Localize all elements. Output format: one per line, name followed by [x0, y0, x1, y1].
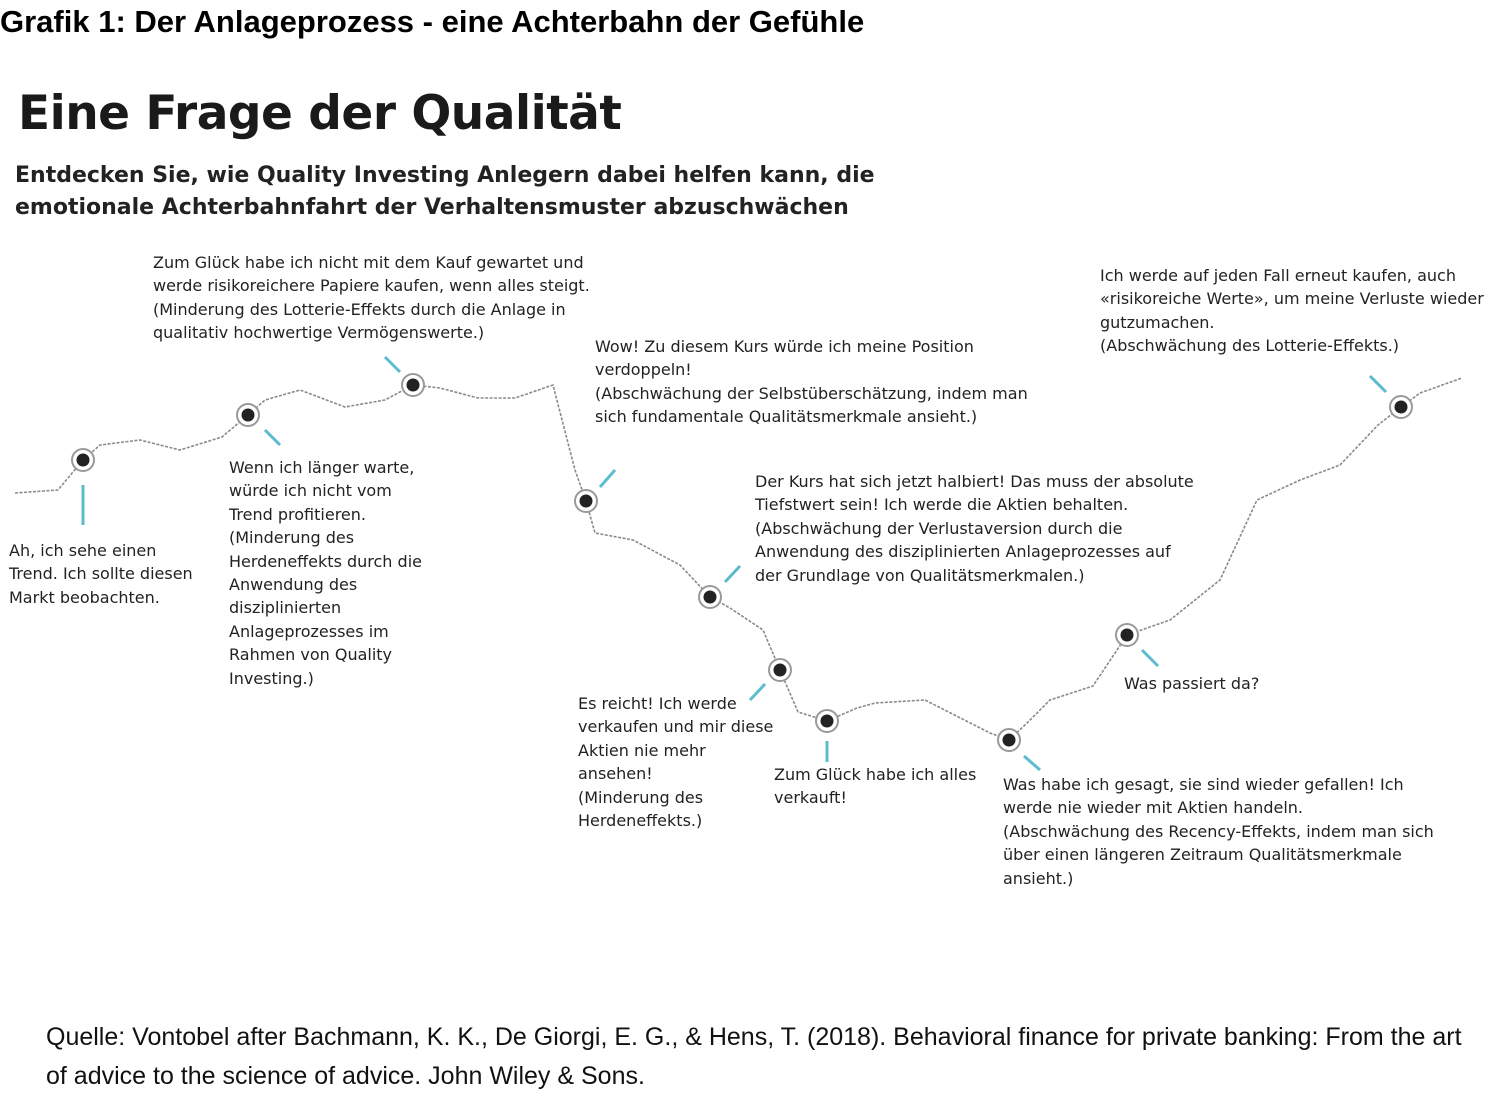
connector-fallen — [1024, 756, 1040, 770]
marker-sell — [774, 664, 787, 677]
connector-double — [600, 470, 615, 487]
stage-fallen-text: Was habe ich gesagt, sie sind wieder gefallen! Ich werde nie wieder mit Aktien handeln. (Abschwächung des Recency-Effekts, indem man sich über einen längeren Zeitraum Qualitätsmerkmale ansieht.) — [1003, 775, 1434, 888]
connector-buy-again — [1370, 376, 1386, 392]
marker-fallen — [1003, 734, 1016, 747]
marker-waiting — [242, 409, 255, 422]
stage-halved-text: Der Kurs hat sich jetzt halbiert! Das muss der absolute Tiefstwert sein! Ich werde die Aktien behalten. (Abschwächung der Verlustaversion durch die Anwendung des disziplinierten Anlageprozesses auf der Grundlage von Qualitätsmerkmalen.) — [755, 472, 1194, 585]
marker-halved — [704, 591, 717, 604]
marker-buy-again — [1395, 401, 1408, 414]
connector-halved — [725, 566, 740, 582]
stage-sell-text: Es reicht! Ich werde verkaufen und mir diese Aktien nie mehr ansehen! (Minderung des Herdeneffekts.) — [578, 694, 774, 831]
marker-what — [1121, 629, 1134, 642]
page-title: Eine Frage der Qualität — [18, 86, 622, 141]
stage-double-text: Wow! Zu diesem Kurs würde ich meine Position verdoppeln! (Abschwächung der Selbstüberschätzung, indem man sich fundamentale Qualitätsmerkmale ansieht.) — [595, 337, 1028, 427]
marker-double — [580, 495, 593, 508]
stage-lucky-buy-text: Zum Glück habe ich nicht mit dem Kauf gewartet und werde risikoreichere Papiere kaufen, wenn alles steigt. (Minderung des Lotterie-Effekts durch die Anlage in qualitativ hochwertige Vermögenswerte.) — [153, 253, 590, 343]
stage-buy-again-text: Ich werde auf jeden Fall erneut kaufen, auch «risikoreiche Werte», um meine Verluste wieder gutzumachen. (Abschwächung des Lotterie-Effekts.) — [1100, 266, 1484, 356]
connector-waiting — [265, 430, 280, 445]
connector-what — [1142, 650, 1158, 666]
marker-lucky-buy — [407, 379, 420, 392]
stage-waiting-text: Wenn ich länger warte, würde ich nicht vom Trend profitieren. (Minderung des Herdeneffekts durch die Anwendung des disziplinierten Anlageprozesses im Rahmen von Quality Investing.) — [229, 458, 422, 688]
marker-sold — [821, 715, 834, 728]
stage-sold-text: Zum Glück habe ich alles verkauft! — [774, 765, 977, 808]
stage-trend-text: Ah, ich sehe einen Trend. Ich sollte diesen Markt beobachten. — [9, 541, 193, 607]
connector-lucky-buy — [385, 357, 400, 372]
marker-trend — [77, 454, 90, 467]
subtitle: Entdecken Sie, wie Quality Investing Anlegern dabei helfen kann, die emotionale Achterbahnfahrt der Verhaltensmuster abzuschwächen — [15, 163, 875, 220]
stage-what-text: Was passiert da? — [1124, 674, 1260, 693]
source-citation: Quelle: Vontobel after Bachmann, K. K., De Giorgi, E. G., & Hens, T. (2018). Behavioral finance for private banking: From the art of advice to the science of advice. John Wiley & Sons. — [46, 1023, 1462, 1090]
figure-caption: Grafik 1: Der Anlageprozess - eine Achterbahn der Gefühle — [0, 4, 865, 39]
